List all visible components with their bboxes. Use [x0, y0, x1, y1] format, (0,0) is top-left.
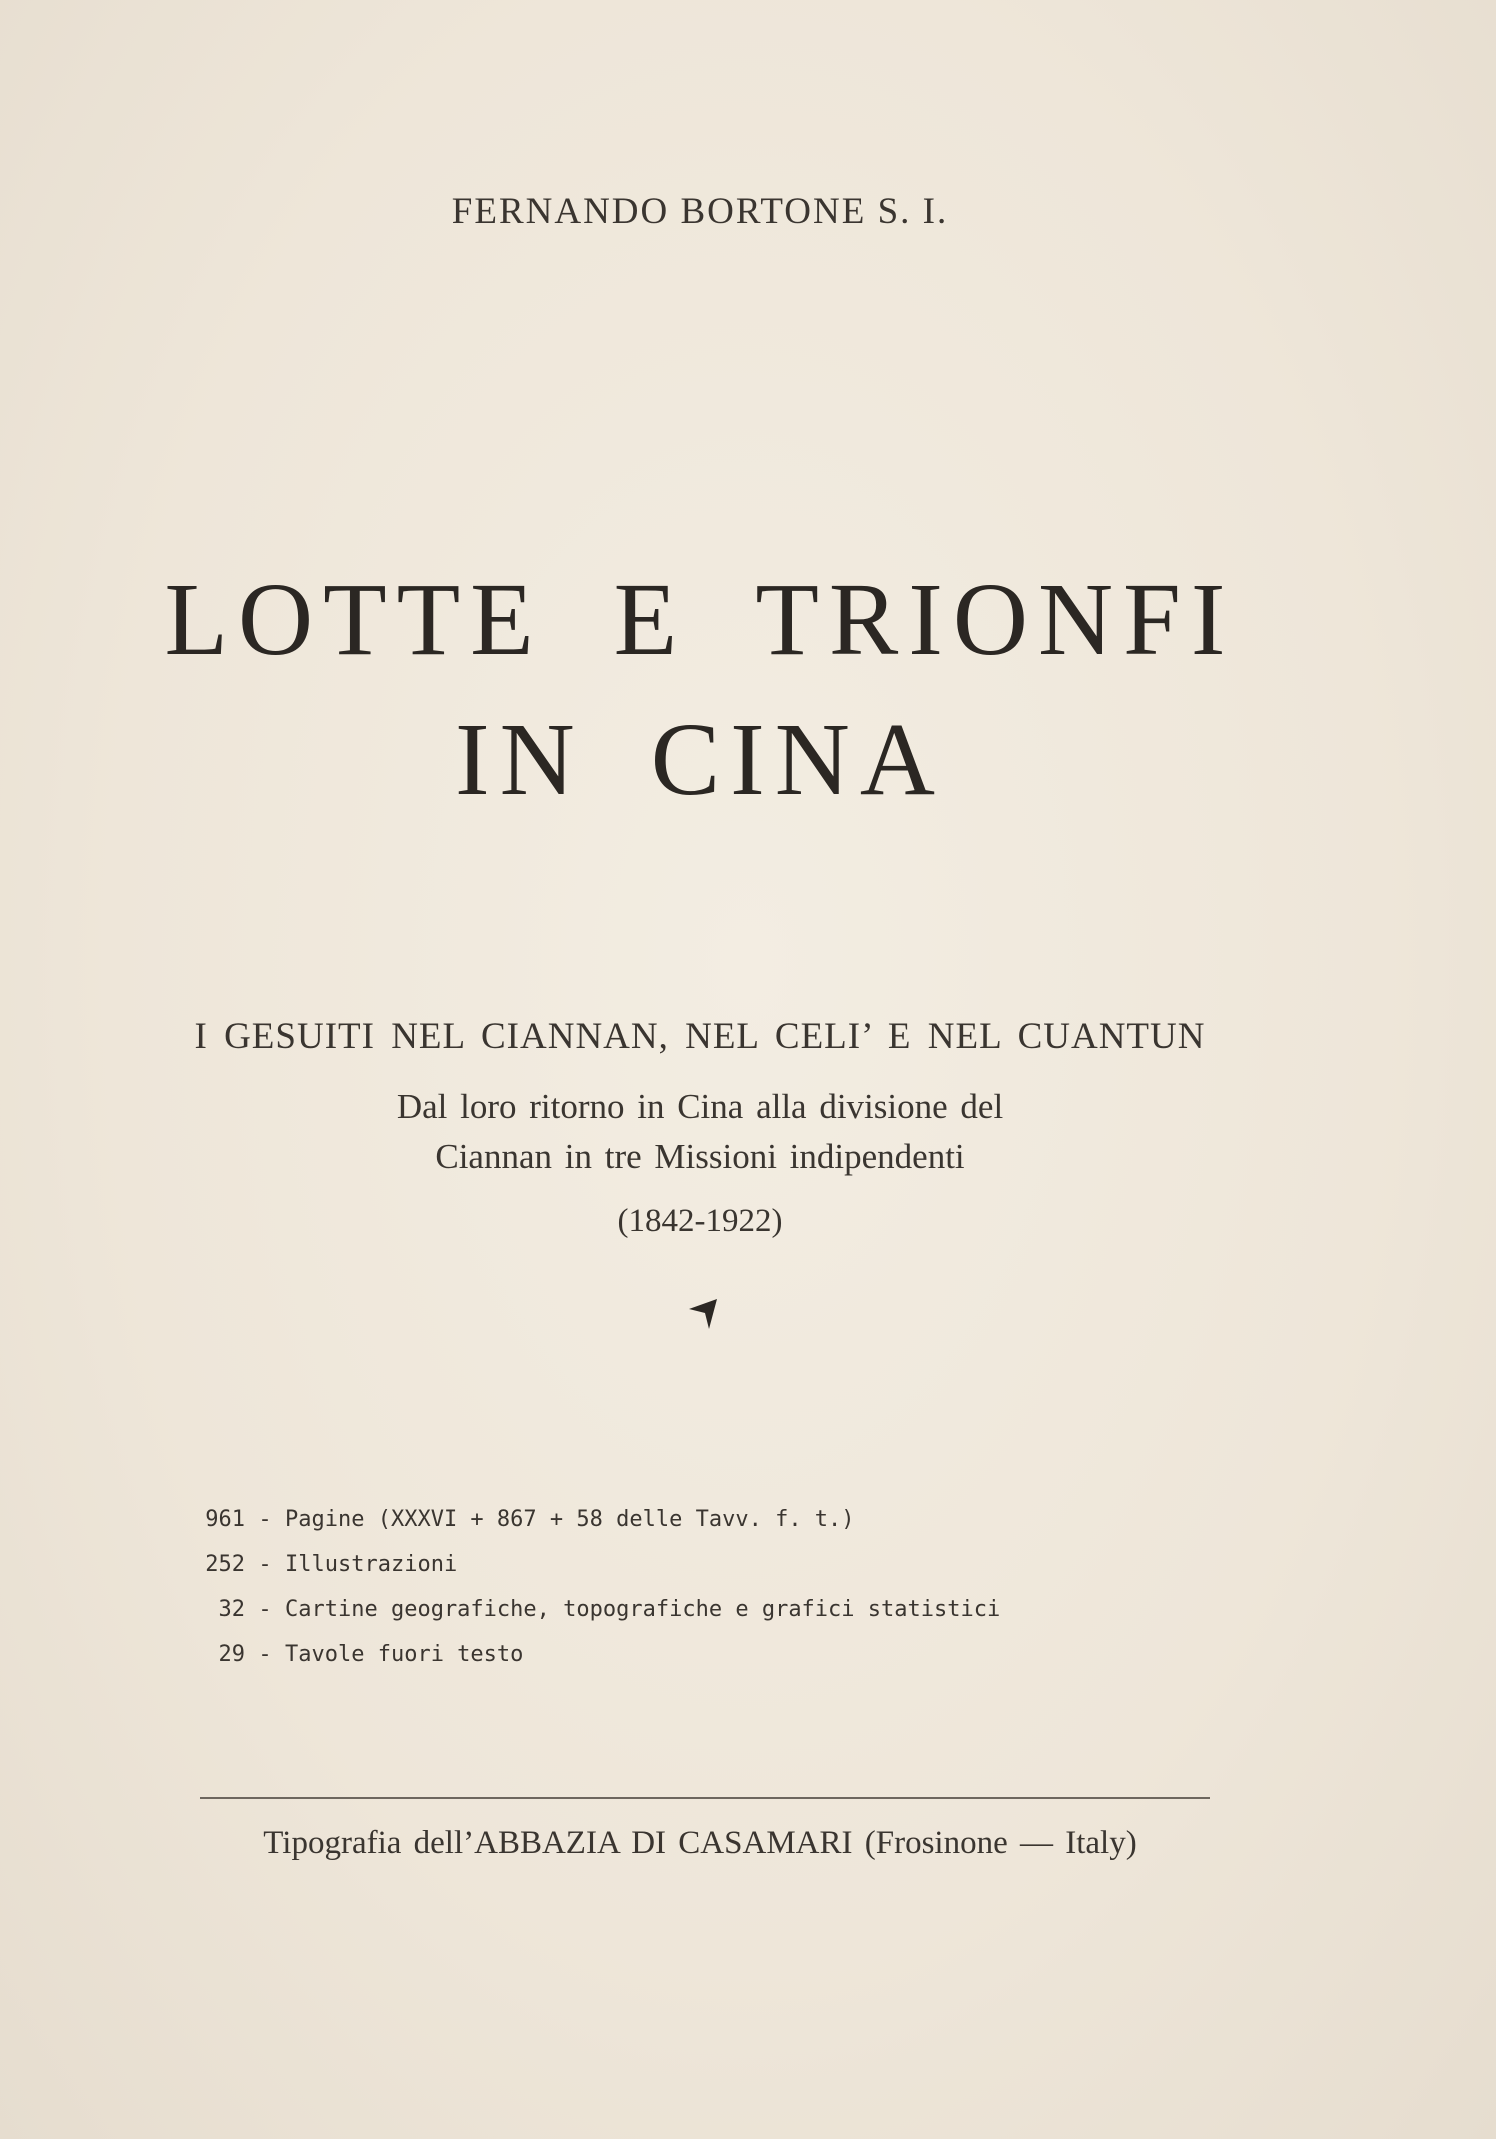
stat-separator: - — [258, 1597, 272, 1622]
stat-label: Cartine geografiche, topografiche e grafici statistici — [285, 1597, 1001, 1622]
stat-label: Illustrazioni — [285, 1552, 458, 1577]
stat-count: 29 — [218, 1642, 245, 1667]
stats-list — [193, 1497, 1000, 1677]
stat-label: Pagine (XXXVI + 867 + 58 delle Tavv. f. t.) — [285, 1507, 855, 1532]
stat-count: 961 — [205, 1507, 245, 1532]
description-line-2: Ciannan in tre Missioni indipendenti — [435, 1137, 965, 1176]
date-range: (1842-1922) — [617, 1203, 783, 1239]
stat-row — [193, 1497, 1000, 1542]
printer-imprint: Tipografia dell’ABBAZIA DI CASAMARI (Frosinone — Italy) — [263, 1825, 1137, 1861]
stat-count: 32 — [218, 1597, 245, 1622]
book-title-line-2: IN CINA — [455, 702, 945, 817]
stat-separator: - — [258, 1507, 272, 1532]
stat-row — [193, 1632, 1000, 1677]
stat-label: Tavole fuori testo — [285, 1642, 524, 1667]
stat-separator: - — [258, 1552, 272, 1577]
horizontal-rule — [200, 1797, 1210, 1799]
arrowhead-ornament-icon — [687, 1297, 721, 1331]
description-line-1: Dal loro ritorno in Cina alla divisione del — [396, 1087, 1004, 1126]
stat-row — [193, 1542, 1000, 1587]
book-title-line-1: LOTTE E TRIONFI — [164, 562, 1236, 677]
stat-row — [193, 1587, 1000, 1632]
book-subtitle: I GESUITI NEL CIANNAN, NEL CELI’ E NEL CUANTUN — [194, 1016, 1206, 1057]
author-name: FERNANDO BORTONE S. I. — [451, 191, 949, 232]
stat-count: 252 — [205, 1552, 245, 1577]
stat-separator: - — [258, 1642, 272, 1667]
